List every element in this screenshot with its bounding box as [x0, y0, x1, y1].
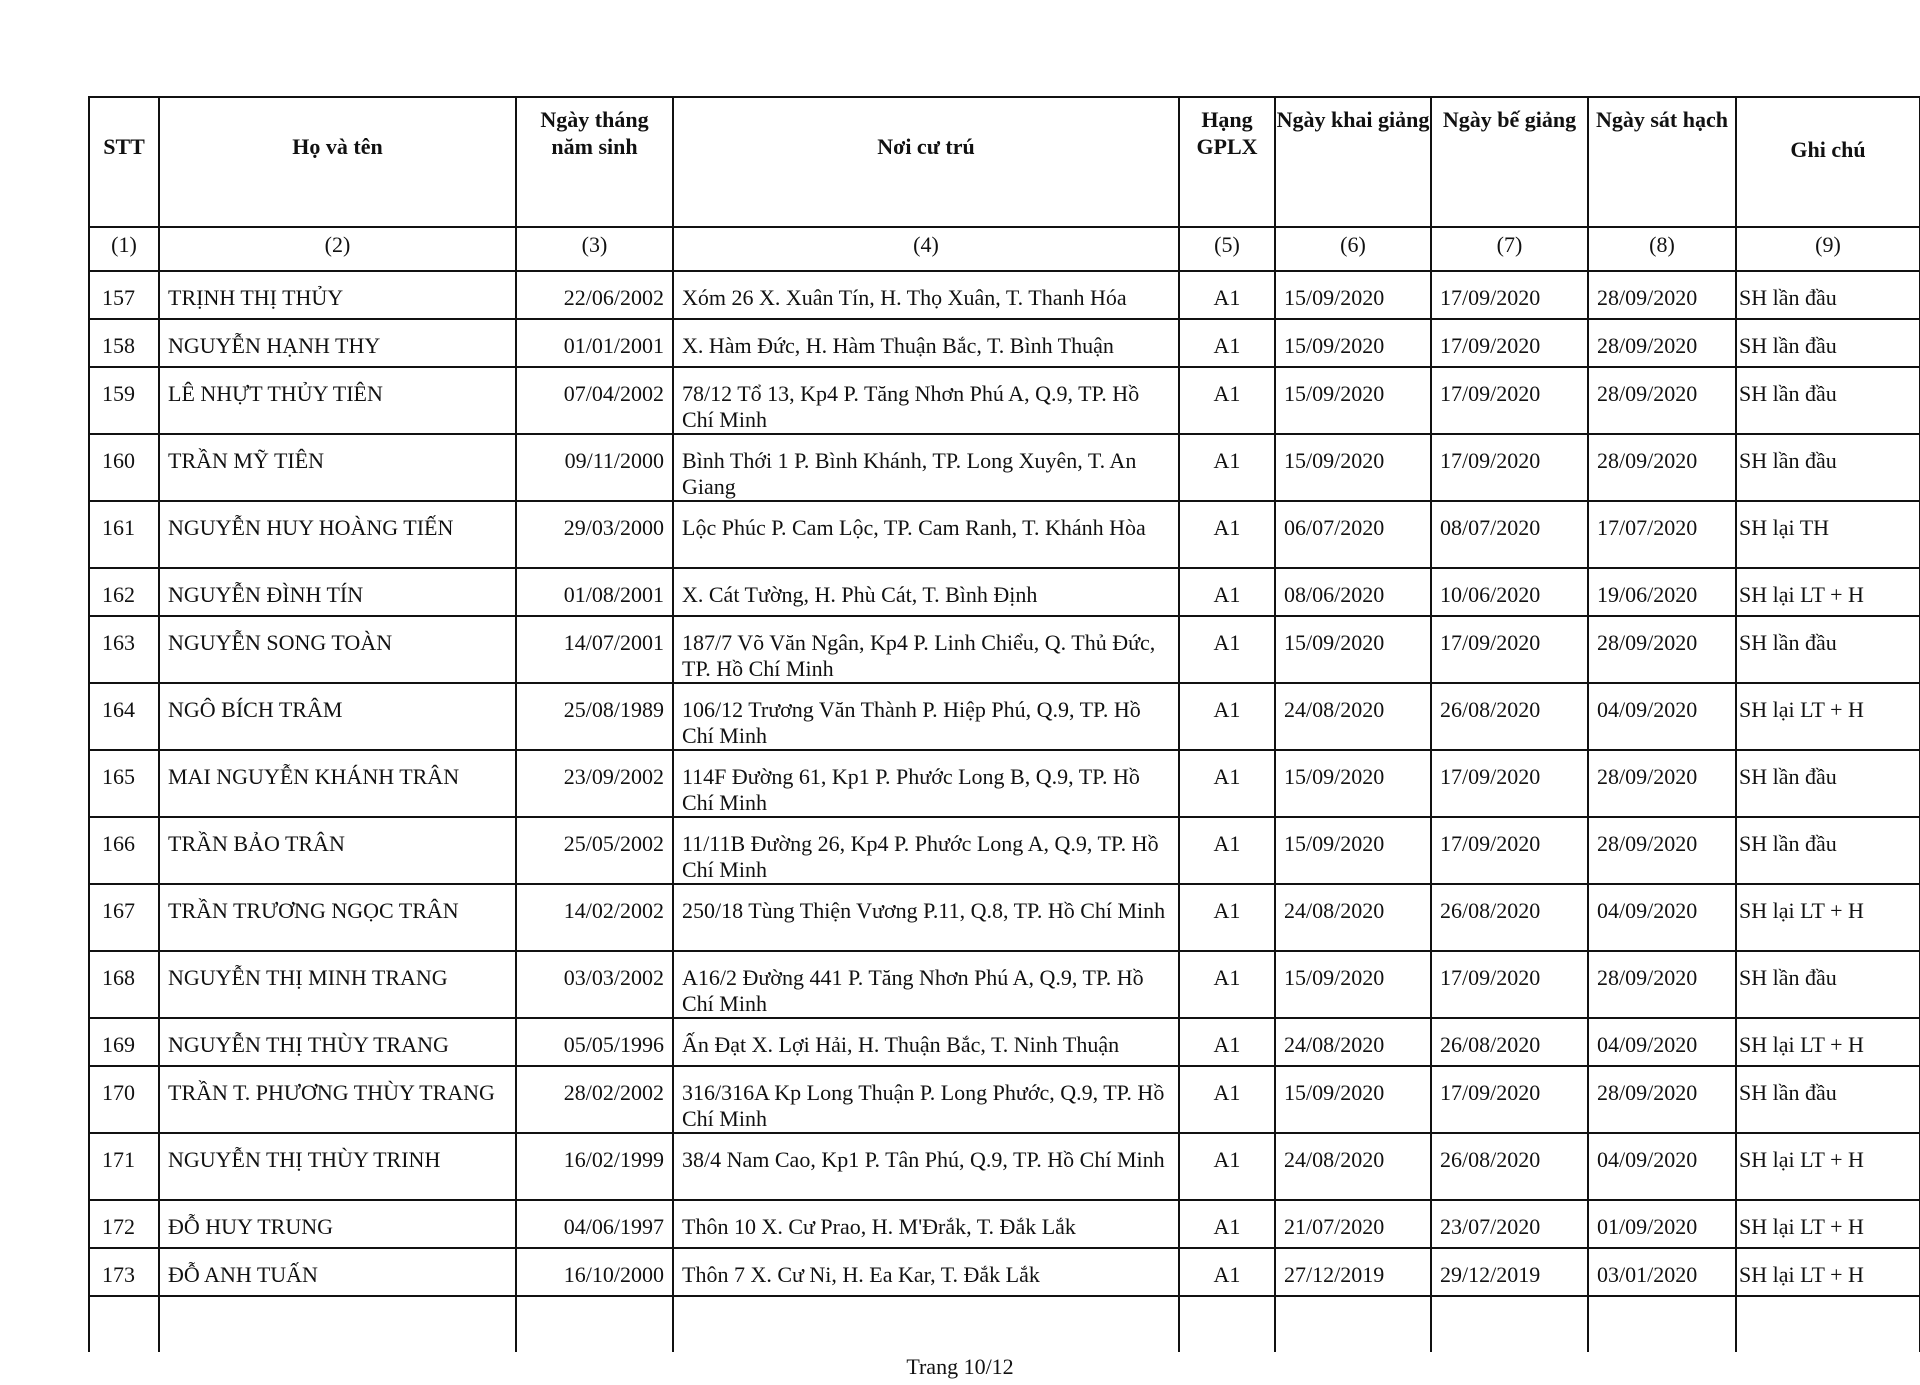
column-number: (2) — [159, 227, 516, 271]
column-number: (9) — [1736, 227, 1920, 271]
note-cell: SH lần đầu — [1736, 616, 1920, 683]
table-row — [89, 884, 1920, 951]
end-date-cell: 10/06/2020 — [1431, 568, 1588, 616]
start-date-cell: 24/08/2020 — [1275, 683, 1431, 750]
start-date-cell: 08/06/2020 — [1275, 568, 1431, 616]
row-number-cell: 157 — [89, 271, 159, 319]
end-date-cell: 26/08/2020 — [1431, 1133, 1588, 1200]
end-date-cell: 29/12/2019 — [1431, 1248, 1588, 1296]
column-number: (7) — [1431, 227, 1588, 271]
full-name-cell: NGUYỄN THỊ MINH TRANG — [159, 951, 516, 1018]
exam-date-cell: 04/09/2020 — [1588, 1133, 1736, 1200]
column-number: (8) — [1588, 227, 1736, 271]
table-row — [89, 616, 1920, 683]
address-cell: Ấn Đạt X. Lợi Hải, H. Thuận Bắc, T. Ninh Thuận — [673, 1018, 1179, 1066]
start-date-cell: 15/09/2020 — [1275, 750, 1431, 817]
full-name-cell: TRỊNH THỊ THỦY — [159, 271, 516, 319]
end-date-cell: 08/07/2020 — [1431, 501, 1588, 568]
empty-cell — [1179, 1296, 1275, 1352]
empty-cell — [516, 1296, 673, 1352]
full-name-cell: ĐỖ HUY TRUNG — [159, 1200, 516, 1248]
row-number-cell: 173 — [89, 1248, 159, 1296]
row-number-cell: 164 — [89, 683, 159, 750]
table-row — [89, 750, 1920, 817]
table-row — [89, 951, 1920, 1018]
start-date-cell: 15/09/2020 — [1275, 367, 1431, 434]
empty-cell — [1588, 1296, 1736, 1352]
license-rank-cell: A1 — [1179, 1018, 1275, 1066]
end-date-cell: 26/08/2020 — [1431, 1018, 1588, 1066]
header-stt: STT — [89, 97, 159, 227]
table-row — [89, 367, 1920, 434]
note-cell: SH lại TH — [1736, 501, 1920, 568]
start-date-cell: 15/09/2020 — [1275, 951, 1431, 1018]
birth-date-cell: 04/06/1997 — [516, 1200, 673, 1248]
note-cell: SH lần đầu — [1736, 434, 1920, 501]
license-rank-cell: A1 — [1179, 568, 1275, 616]
end-date-cell: 17/09/2020 — [1431, 319, 1588, 367]
table-row — [89, 434, 1920, 501]
start-date-cell: 24/08/2020 — [1275, 1018, 1431, 1066]
birth-date-cell: 16/10/2000 — [516, 1248, 673, 1296]
header-name: Họ và tên — [159, 97, 516, 227]
row-number-cell: 160 — [89, 434, 159, 501]
full-name-cell: NGUYỄN THỊ THÙY TRINH — [159, 1133, 516, 1200]
exam-date-cell: 03/01/2020 — [1588, 1248, 1736, 1296]
start-date-cell: 06/07/2020 — [1275, 501, 1431, 568]
end-date-cell: 26/08/2020 — [1431, 683, 1588, 750]
header-dob: Ngày tháng năm sinh — [516, 97, 673, 227]
address-cell: Thôn 7 X. Cư Ni, H. Ea Kar, T. Đắk Lắk — [673, 1248, 1179, 1296]
exam-date-cell: 04/09/2020 — [1588, 683, 1736, 750]
column-number-row — [89, 227, 1920, 271]
exam-date-cell: 28/09/2020 — [1588, 750, 1736, 817]
empty-cell — [1275, 1296, 1431, 1352]
header-start-date: Ngày khai giảng — [1275, 97, 1431, 227]
birth-date-cell: 28/02/2002 — [516, 1066, 673, 1133]
header-address: Nơi cư trú — [673, 97, 1179, 227]
row-number-cell: 167 — [89, 884, 159, 951]
full-name-cell: NGUYỄN ĐÌNH TÍN — [159, 568, 516, 616]
student-roster-table — [88, 96, 1920, 1352]
address-cell: A16/2 Đường 441 P. Tăng Nhơn Phú A, Q.9, TP. Hồ Chí Minh — [673, 951, 1179, 1018]
address-cell: Thôn 10 X. Cư Prao, H. M'Đrắk, T. Đắk Lắk — [673, 1200, 1179, 1248]
row-number-cell: 159 — [89, 367, 159, 434]
document-sheet — [88, 96, 1919, 1352]
row-number-cell: 163 — [89, 616, 159, 683]
address-cell: 38/4 Nam Cao, Kp1 P. Tân Phú, Q.9, TP. Hồ Chí Minh — [673, 1133, 1179, 1200]
note-cell: SH lần đầu — [1736, 319, 1920, 367]
row-number-cell: 172 — [89, 1200, 159, 1248]
note-cell: SH lần đầu — [1736, 367, 1920, 434]
birth-date-cell: 05/05/1996 — [516, 1018, 673, 1066]
header-row — [89, 97, 1920, 227]
full-name-cell: TRẦN TRƯƠNG NGỌC TRÂN — [159, 884, 516, 951]
page-number: Trang 10/12 — [906, 1354, 1014, 1379]
start-date-cell: 15/09/2020 — [1275, 616, 1431, 683]
end-date-cell: 17/09/2020 — [1431, 616, 1588, 683]
note-cell: SH lại LT + H — [1736, 1133, 1920, 1200]
birth-date-cell: 29/03/2000 — [516, 501, 673, 568]
end-date-cell: 17/09/2020 — [1431, 750, 1588, 817]
empty-continuation-row — [89, 1296, 1920, 1352]
end-date-cell: 17/09/2020 — [1431, 817, 1588, 884]
row-number-cell: 158 — [89, 319, 159, 367]
license-rank-cell: A1 — [1179, 884, 1275, 951]
end-date-cell: 26/08/2020 — [1431, 884, 1588, 951]
full-name-cell: NGUYỄN SONG TOÀN — [159, 616, 516, 683]
header-license-rank: Hạng GPLX — [1179, 97, 1275, 227]
start-date-cell: 24/08/2020 — [1275, 1133, 1431, 1200]
table-row — [89, 1018, 1920, 1066]
birth-date-cell: 23/09/2002 — [516, 750, 673, 817]
start-date-cell: 15/09/2020 — [1275, 271, 1431, 319]
full-name-cell: NGUYỄN THỊ THÙY TRANG — [159, 1018, 516, 1066]
birth-date-cell: 25/08/1989 — [516, 683, 673, 750]
note-cell: SH lần đầu — [1736, 951, 1920, 1018]
table-row — [89, 817, 1920, 884]
table-row — [89, 271, 1920, 319]
exam-date-cell: 19/06/2020 — [1588, 568, 1736, 616]
full-name-cell: LÊ NHỰT THỦY TIÊN — [159, 367, 516, 434]
table-row — [89, 1133, 1920, 1200]
header-exam-date: Ngày sát hạch — [1588, 97, 1736, 227]
end-date-cell: 23/07/2020 — [1431, 1200, 1588, 1248]
exam-date-cell: 28/09/2020 — [1588, 951, 1736, 1018]
start-date-cell: 15/09/2020 — [1275, 817, 1431, 884]
address-cell: 187/7 Võ Văn Ngân, Kp4 P. Linh Chiểu, Q. Thủ Đức, TP. Hồ Chí Minh — [673, 616, 1179, 683]
license-rank-cell: A1 — [1179, 501, 1275, 568]
address-cell: 250/18 Tùng Thiện Vương P.11, Q.8, TP. Hồ Chí Minh — [673, 884, 1179, 951]
note-cell: SH lần đầu — [1736, 750, 1920, 817]
row-number-cell: 168 — [89, 951, 159, 1018]
end-date-cell: 17/09/2020 — [1431, 951, 1588, 1018]
license-rank-cell: A1 — [1179, 683, 1275, 750]
exam-date-cell: 28/09/2020 — [1588, 367, 1736, 434]
table-row — [89, 319, 1920, 367]
column-number: (3) — [516, 227, 673, 271]
address-cell: 106/12 Trương Văn Thành P. Hiệp Phú, Q.9, TP. Hồ Chí Minh — [673, 683, 1179, 750]
exam-date-cell: 28/09/2020 — [1588, 817, 1736, 884]
license-rank-cell: A1 — [1179, 434, 1275, 501]
table-row — [89, 683, 1920, 750]
row-number-cell: 169 — [89, 1018, 159, 1066]
table-row — [89, 501, 1920, 568]
start-date-cell: 15/09/2020 — [1275, 434, 1431, 501]
empty-cell — [673, 1296, 1179, 1352]
birth-date-cell: 22/06/2002 — [516, 271, 673, 319]
start-date-cell: 21/07/2020 — [1275, 1200, 1431, 1248]
full-name-cell: ĐỖ ANH TUẤN — [159, 1248, 516, 1296]
birth-date-cell: 14/07/2001 — [516, 616, 673, 683]
exam-date-cell: 28/09/2020 — [1588, 271, 1736, 319]
exam-date-cell: 28/09/2020 — [1588, 319, 1736, 367]
address-cell: X. Cát Tường, H. Phù Cát, T. Bình Định — [673, 568, 1179, 616]
column-number: (5) — [1179, 227, 1275, 271]
header-end-date: Ngày bế giảng — [1431, 97, 1588, 227]
exam-date-cell: 04/09/2020 — [1588, 1018, 1736, 1066]
note-cell: SH lại LT + H — [1736, 1200, 1920, 1248]
birth-date-cell: 25/05/2002 — [516, 817, 673, 884]
license-rank-cell: A1 — [1179, 1200, 1275, 1248]
row-number-cell: 166 — [89, 817, 159, 884]
column-number: (6) — [1275, 227, 1431, 271]
birth-date-cell: 03/03/2002 — [516, 951, 673, 1018]
table-row — [89, 1200, 1920, 1248]
address-cell: 114F Đường 61, Kp1 P. Phước Long B, Q.9, TP. Hồ Chí Minh — [673, 750, 1179, 817]
license-rank-cell: A1 — [1179, 616, 1275, 683]
start-date-cell: 15/09/2020 — [1275, 319, 1431, 367]
license-rank-cell: A1 — [1179, 1066, 1275, 1133]
note-cell: SH lại LT + H — [1736, 1248, 1920, 1296]
full-name-cell: NGUYỄN HẠNH THY — [159, 319, 516, 367]
start-date-cell: 27/12/2019 — [1275, 1248, 1431, 1296]
exam-date-cell: 28/09/2020 — [1588, 1066, 1736, 1133]
empty-cell — [1736, 1296, 1920, 1352]
note-cell: SH lần đầu — [1736, 817, 1920, 884]
note-cell: SH lại LT + H — [1736, 683, 1920, 750]
row-number-cell: 165 — [89, 750, 159, 817]
license-rank-cell: A1 — [1179, 951, 1275, 1018]
license-rank-cell: A1 — [1179, 367, 1275, 434]
license-rank-cell: A1 — [1179, 1133, 1275, 1200]
end-date-cell: 17/09/2020 — [1431, 271, 1588, 319]
address-cell: X. Hàm Đức, H. Hàm Thuận Bắc, T. Bình Thuận — [673, 319, 1179, 367]
full-name-cell: TRẦN T. PHƯƠNG THÙY TRANG — [159, 1066, 516, 1133]
note-cell: SH lần đầu — [1736, 1066, 1920, 1133]
exam-date-cell: 04/09/2020 — [1588, 884, 1736, 951]
empty-cell — [1431, 1296, 1588, 1352]
column-number: (4) — [673, 227, 1179, 271]
birth-date-cell: 01/01/2001 — [516, 319, 673, 367]
table-row — [89, 568, 1920, 616]
birth-date-cell: 14/02/2002 — [516, 884, 673, 951]
address-cell: 78/12 Tổ 13, Kp4 P. Tăng Nhơn Phú A, Q.9, TP. Hồ Chí Minh — [673, 367, 1179, 434]
note-cell: SH lại LT + H — [1736, 1018, 1920, 1066]
license-rank-cell: A1 — [1179, 271, 1275, 319]
row-number-cell: 162 — [89, 568, 159, 616]
birth-date-cell: 07/04/2002 — [516, 367, 673, 434]
note-cell: SH lần đầu — [1736, 271, 1920, 319]
exam-date-cell: 28/09/2020 — [1588, 616, 1736, 683]
column-number: (1) — [89, 227, 159, 271]
end-date-cell: 17/09/2020 — [1431, 434, 1588, 501]
empty-cell — [159, 1296, 516, 1352]
birth-date-cell: 16/02/1999 — [516, 1133, 673, 1200]
end-date-cell: 17/09/2020 — [1431, 1066, 1588, 1133]
table-row — [89, 1248, 1920, 1296]
birth-date-cell: 09/11/2000 — [516, 434, 673, 501]
exam-date-cell: 01/09/2020 — [1588, 1200, 1736, 1248]
birth-date-cell: 01/08/2001 — [516, 568, 673, 616]
address-cell: 316/316A Kp Long Thuận P. Long Phước, Q.9, TP. Hồ Chí Minh — [673, 1066, 1179, 1133]
header-note: Ghi chú — [1736, 97, 1920, 227]
note-cell: SH lại LT + H — [1736, 568, 1920, 616]
address-cell: Lộc Phúc P. Cam Lộc, TP. Cam Ranh, T. Khánh Hòa — [673, 501, 1179, 568]
address-cell: Bình Thới 1 P. Bình Khánh, TP. Long Xuyên, T. An Giang — [673, 434, 1179, 501]
start-date-cell: 15/09/2020 — [1275, 1066, 1431, 1133]
full-name-cell: TRẦN BẢO TRÂN — [159, 817, 516, 884]
license-rank-cell: A1 — [1179, 817, 1275, 884]
license-rank-cell: A1 — [1179, 750, 1275, 817]
address-cell: 11/11B Đường 26, Kp4 P. Phước Long A, Q.9, TP. Hồ Chí Minh — [673, 817, 1179, 884]
full-name-cell: NGÔ BÍCH TRÂM — [159, 683, 516, 750]
license-rank-cell: A1 — [1179, 1248, 1275, 1296]
row-number-cell: 171 — [89, 1133, 159, 1200]
row-number-cell: 170 — [89, 1066, 159, 1133]
row-number-cell: 161 — [89, 501, 159, 568]
note-cell: SH lại LT + H — [1736, 884, 1920, 951]
exam-date-cell: 17/07/2020 — [1588, 501, 1736, 568]
start-date-cell: 24/08/2020 — [1275, 884, 1431, 951]
empty-cell — [89, 1296, 159, 1352]
address-cell: Xóm 26 X. Xuân Tín, H. Thọ Xuân, T. Thanh Hóa — [673, 271, 1179, 319]
exam-date-cell: 28/09/2020 — [1588, 434, 1736, 501]
license-rank-cell: A1 — [1179, 319, 1275, 367]
full-name-cell: NGUYỄN HUY HOÀNG TIẾN — [159, 501, 516, 568]
end-date-cell: 17/09/2020 — [1431, 367, 1588, 434]
full-name-cell: TRẦN MỸ TIÊN — [159, 434, 516, 501]
table-row — [89, 1066, 1920, 1133]
full-name-cell: MAI NGUYỄN KHÁNH TRÂN — [159, 750, 516, 817]
